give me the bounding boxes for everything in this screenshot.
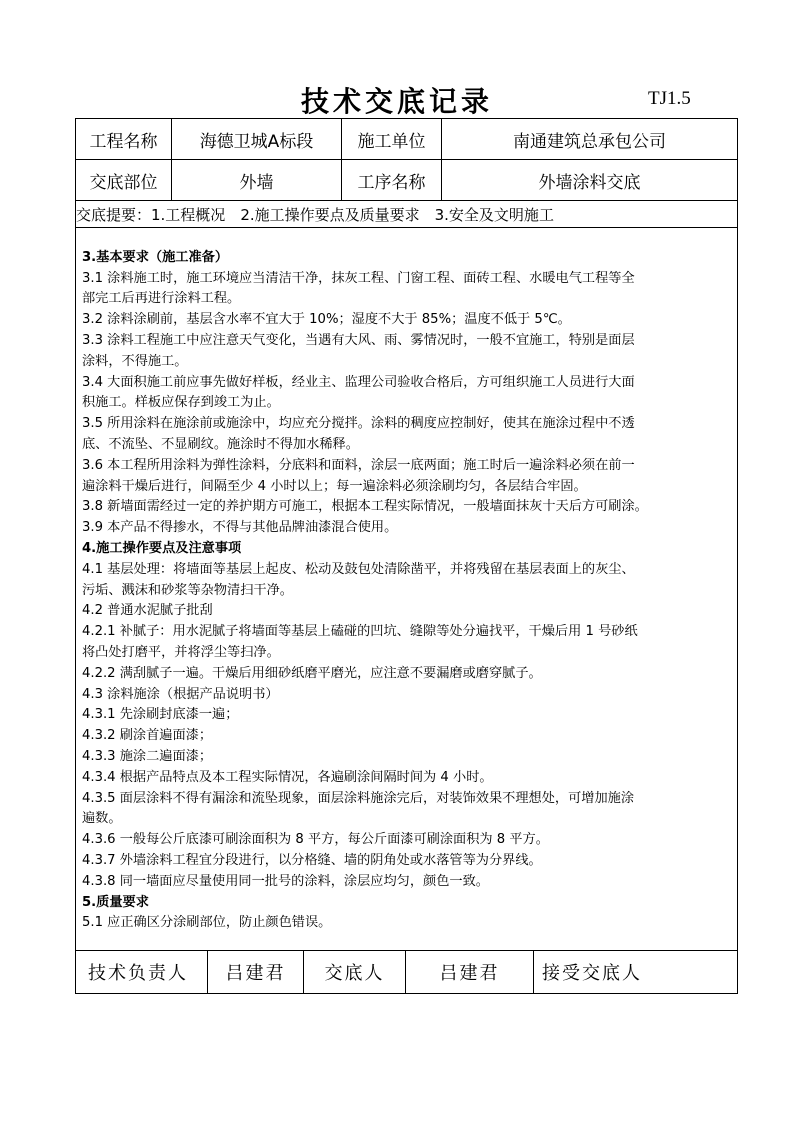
- disclosure-part-label: 交底部位: [76, 160, 172, 201]
- tech-lead-value: 吕建君: [208, 951, 304, 994]
- project-name-label: 工程名称: [76, 119, 172, 160]
- content-line: 4.3.1 先涂刷封底漆一遍；: [82, 707, 239, 723]
- receiver-label: 接受交底人: [542, 963, 643, 984]
- discloser-value: 吕建君: [406, 951, 534, 994]
- content-line: 涂料，不得施工。: [82, 353, 188, 369]
- content-line: 4.3.6 一般每公斤底漆可刷涂面积为 8 平方，每公斤面漆可刷涂面积为 8 平方。: [82, 832, 549, 848]
- content-line: 3.9 本产品不得掺水，不得与其他品牌油漆混合使用。: [82, 520, 398, 536]
- tech-lead-label: 技术负责人: [76, 951, 208, 994]
- construction-unit-value: 南通建筑总承包公司: [442, 119, 738, 160]
- disclosure-part-value: 外墙: [172, 160, 342, 201]
- content-line: 3.8 新墙面需经过一定的养护期方可施工，根据本工程实际情况，一般墙面抹灰十天后方可刷涂。: [82, 499, 648, 515]
- content-line: 部完工后再进行涂料工程。: [82, 291, 241, 307]
- disclosure-brief: 交底提要：1.工程概况 2.施工操作要点及质量要求 3.安全及文明施工: [76, 201, 738, 228]
- project-name-value: 海德卫城A标段: [172, 119, 342, 160]
- disclosure-content: [76, 228, 738, 951]
- process-name-value: 外墙涂料交底: [442, 160, 738, 201]
- content-line: 3.1 涂料施工时，施工环境应当清洁干净，抹灰工程、门窗工程、面砖工程、水暖电气工程等全: [82, 270, 635, 286]
- section-heading: 5.质量要求: [82, 894, 149, 910]
- content-line: 遍涂料干燥后进行，间隔至少 4 小时以上；每一遍涂料必须涂刷均匀，各层结合牢固。: [82, 478, 587, 494]
- content-line: 4.3 涂料施涂（根据产品说明书）: [82, 686, 279, 702]
- content-line: 积施工。样板应保存到竣工为止。: [82, 395, 280, 411]
- content-line: 4.3.8 同一墙面应尽量使用同一批号的涂料，涂层应均匀，颜色一致。: [82, 873, 489, 889]
- content-line: 4.2 普通水泥腻子批刮: [82, 603, 213, 619]
- content-line: 3.6 本工程所用涂料为弹性涂料，分底料和面料，涂层一底两面；施工时后一遍涂料必须在前一: [82, 457, 635, 473]
- content-line: 4.2.2 满刮腻子一遍。干燥后用细砂纸磨平磨光，应注意不要漏磨或磨穿腻子。: [82, 665, 542, 681]
- content-line: 5.1 应正确区分涂刷部位，防止颜色错误。: [82, 915, 332, 931]
- content-line: 3.3 涂料工程施工中应注意天气变化，当遇有大风、雨、雾情况时，一般不宜施工，特别是面层: [82, 333, 635, 349]
- construction-unit-label: 施工单位: [342, 119, 442, 160]
- content-line: 4.3.5 面层涂料不得有漏涂和流坠现象，面层涂料施涂完后，对装饰效果不理想处，可增加施涂: [82, 790, 635, 806]
- content-line: 3.4 大面积施工前应事先做好样板，经业主、监理公司验收合格后，方可组织施工人员进行大面: [82, 374, 635, 390]
- content-line: 将凸处打磨平，并将浮尘等扫净。: [82, 644, 280, 660]
- disclosure-table: [75, 118, 738, 994]
- content-lines: [76, 244, 737, 934]
- content-line: 4.3.2 刷涂首遍面漆；: [82, 728, 213, 744]
- content-line: 4.3.3 施涂二遍面漆；: [82, 748, 213, 764]
- discloser-label: 交底人: [304, 951, 406, 994]
- content-line: 3.2 涂料涂刷前，基层含水率不宜大于 10%；湿度不大于 85%；温度不低于 5℃。: [82, 312, 571, 328]
- section-heading: 4.施工操作要点及注意事项: [82, 541, 242, 556]
- content-line: 污垢、溅沫和砂浆等杂物清扫干净。: [82, 582, 293, 598]
- process-name-label: 工序名称: [342, 160, 442, 201]
- content-line: 4.2.1 补腻子：用水泥腻子将墙面等基层上磕碰的凹坑、缝隙等处分遍找平，干燥后用 1 号砂纸: [82, 624, 638, 640]
- content-line: 4.3.4 根据产品特点及本工程实际情况，各遍刷涂间隔时间为 4 小时。: [82, 769, 493, 785]
- page-title: 技术交底记录: [300, 85, 493, 118]
- document-code: TJ1.5: [648, 88, 691, 109]
- content-line: 4.3.7 外墙涂料工程宜分段进行，以分格缝、墙的阴角处或水落管等为分界线。: [82, 852, 542, 868]
- content-line: 3.5 所用涂料在施涂前或施涂中，均应充分搅拌。涂料的稠度应控制好，使其在施涂过程中不透: [82, 416, 635, 432]
- content-line: 遍数。: [82, 811, 122, 827]
- section-heading: 3.基本要求（施工准备）: [82, 249, 229, 265]
- content-line: 底、不流坠、不显刷纹。施涂时不得加水稀释。: [82, 437, 359, 453]
- content-line: 4.1 基层处理：将墙面等基层上起皮、松动及鼓包处清除凿平，并将残留在基层表面上的灰尘、: [82, 561, 635, 577]
